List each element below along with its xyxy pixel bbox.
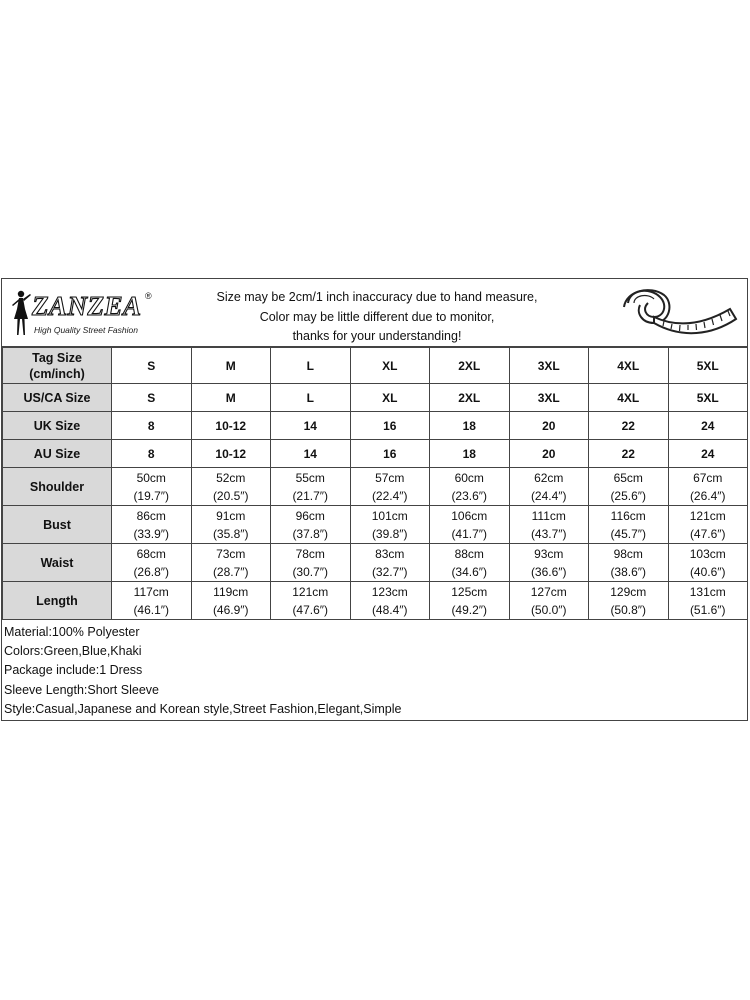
cm-value: 98cm xyxy=(613,546,643,561)
cm-value: 121cm xyxy=(689,508,726,523)
cm-value: 103cm xyxy=(689,546,726,561)
size-cell: 2XL xyxy=(430,348,510,384)
inch-value: (41.7″) xyxy=(451,526,488,541)
woman-silhouette-icon xyxy=(8,289,34,337)
inch-value: (26.8″) xyxy=(133,564,170,579)
measure-cell xyxy=(350,468,430,506)
inch-value: (22.4″) xyxy=(371,488,408,503)
inch-value: (35.8″) xyxy=(212,526,249,541)
inch-value: (28.7″) xyxy=(212,564,249,579)
measure-cell xyxy=(430,468,510,506)
size-cell: 24 xyxy=(668,440,748,468)
cm-value: 131cm xyxy=(689,584,726,599)
size-cell: 5XL xyxy=(668,384,748,412)
notice-line: Size may be 2cm/1 inch inaccuracy due to hand measure, xyxy=(216,290,538,304)
size-cell: 5XL xyxy=(668,348,748,384)
us-ca-size-row xyxy=(3,384,748,412)
measure-cell xyxy=(668,506,748,544)
inch-value: (46.9″) xyxy=(212,602,249,617)
inch-value: (19.7″) xyxy=(133,488,170,503)
size-cell: 16 xyxy=(350,440,430,468)
material-line: Material:100% Polyester xyxy=(4,625,140,639)
measure-cell xyxy=(112,468,192,506)
inch-value: (37.8″) xyxy=(292,526,329,541)
size-cell: 18 xyxy=(430,440,510,468)
inch-value: (21.7″) xyxy=(292,488,329,503)
notice-line: Color may be little different due to monitor, xyxy=(259,309,495,324)
cm-value: 106cm xyxy=(451,508,488,523)
row-label: Bust xyxy=(3,506,112,544)
measure-cell xyxy=(430,506,510,544)
inch-value: (30.7″) xyxy=(292,564,329,579)
size-cell: 4XL xyxy=(589,384,669,412)
cm-value: 96cm xyxy=(295,508,325,523)
row-label: Waist xyxy=(3,544,112,582)
inch-value: (36.6″) xyxy=(530,564,567,579)
measure-cell xyxy=(589,582,669,620)
cm-value: 52cm xyxy=(216,470,246,485)
cm-value: 86cm xyxy=(136,508,166,523)
row-label: Shoulder xyxy=(3,468,112,506)
size-cell: 2XL xyxy=(430,384,510,412)
size-cell: M xyxy=(191,348,271,384)
inch-value: (39.8″) xyxy=(371,526,408,541)
au-size-row xyxy=(3,440,748,468)
brand-logo xyxy=(8,287,158,339)
cm-value: 55cm xyxy=(295,470,325,485)
measure-cell xyxy=(191,544,271,582)
size-table xyxy=(2,347,748,620)
chart-header xyxy=(2,279,747,347)
size-cell: 20 xyxy=(509,412,589,440)
inch-value: (20.5″) xyxy=(212,488,249,503)
size-cell: 22 xyxy=(589,412,669,440)
inch-value: (33.9″) xyxy=(133,526,170,541)
measure-cell xyxy=(589,506,669,544)
row-label xyxy=(3,348,112,384)
cm-value: 123cm xyxy=(371,584,408,599)
measure-cell xyxy=(271,506,351,544)
cm-value: 101cm xyxy=(371,508,408,523)
measure-cell xyxy=(589,544,669,582)
size-cell: 3XL xyxy=(509,384,589,412)
row-label: Length xyxy=(3,582,112,620)
measure-cell xyxy=(509,506,589,544)
size-cell: 10-12 xyxy=(191,440,271,468)
size-cell: 22 xyxy=(589,440,669,468)
tag-size-row xyxy=(3,348,748,384)
inch-value: (50.8″) xyxy=(610,602,647,617)
bust-row xyxy=(3,506,748,544)
cm-value: 91cm xyxy=(216,508,246,523)
size-cell: L xyxy=(271,348,351,384)
inch-value: (26.4″) xyxy=(689,488,726,503)
cm-value: 68cm xyxy=(136,546,166,561)
cm-value: 62cm xyxy=(534,470,564,485)
measure-cell xyxy=(112,506,192,544)
cm-value: 125cm xyxy=(451,584,488,599)
length-row xyxy=(3,582,748,620)
inch-value: (38.6″) xyxy=(610,564,647,579)
cm-value: 117cm xyxy=(133,584,169,599)
measure-cell xyxy=(191,582,271,620)
brand-name: ZANZEA xyxy=(32,291,142,321)
measure-cell xyxy=(191,506,271,544)
size-cell: 20 xyxy=(509,440,589,468)
inch-value: (45.7″) xyxy=(610,526,647,541)
size-cell: 4XL xyxy=(589,348,669,384)
measure-cell xyxy=(271,582,351,620)
cm-value: 121cm xyxy=(292,584,329,599)
size-cell: 8 xyxy=(112,440,192,468)
notice-line: thanks for your understanding! xyxy=(292,329,462,343)
colors-line: Colors:Green,Blue,Khaki xyxy=(4,644,142,659)
cm-value: 73cm xyxy=(216,546,246,561)
size-cell: 10-12 xyxy=(191,412,271,440)
shoulder-row xyxy=(3,468,748,506)
measure-cell xyxy=(668,544,748,582)
measure-cell xyxy=(112,582,192,620)
cm-value: 119cm xyxy=(213,584,249,599)
brand-tagline: High Quality Street Fashion xyxy=(34,325,138,335)
measure-cell xyxy=(430,582,510,620)
measure-cell xyxy=(271,544,351,582)
style-line: Style:Casual,Japanese and Korean style,Street Fashion,Elegant,Simple xyxy=(4,701,402,716)
cm-value: 93cm xyxy=(534,546,564,561)
cm-value: 50cm xyxy=(136,470,166,485)
measure-cell xyxy=(589,468,669,506)
product-details xyxy=(4,623,401,719)
size-cell: 8 xyxy=(112,412,192,440)
inch-value: (49.2″) xyxy=(451,602,488,617)
measure-cell xyxy=(509,544,589,582)
size-cell: 14 xyxy=(271,440,351,468)
measuring-tape-icon xyxy=(620,283,742,345)
measure-cell xyxy=(350,582,430,620)
size-cell: S xyxy=(112,348,192,384)
inch-value: (34.6″) xyxy=(451,564,488,579)
row-label: AU Size xyxy=(3,440,112,468)
size-chart xyxy=(1,278,748,721)
size-cell: 3XL xyxy=(509,348,589,384)
cm-value: 67cm xyxy=(693,470,723,485)
measure-cell xyxy=(191,468,271,506)
inch-value: (46.1″) xyxy=(133,602,170,617)
inch-value: (47.6″) xyxy=(292,602,329,617)
size-cell: 16 xyxy=(350,412,430,440)
uk-size-row xyxy=(3,412,748,440)
inch-value: (23.6″) xyxy=(451,488,488,503)
size-cell: 14 xyxy=(271,412,351,440)
cm-value: 57cm xyxy=(375,470,405,485)
inch-value: (48.4″) xyxy=(371,602,408,617)
tag-size-label: Tag Size xyxy=(32,350,82,365)
measurement-notice xyxy=(182,288,572,347)
inch-value: (50.0″) xyxy=(530,602,567,617)
measure-cell xyxy=(509,582,589,620)
size-cell: 24 xyxy=(668,412,748,440)
size-cell: XL xyxy=(350,348,430,384)
inch-value: (40.6″) xyxy=(689,564,726,579)
cm-value: 116cm xyxy=(610,508,646,523)
inch-value: (51.6″) xyxy=(689,602,726,617)
size-cell: 18 xyxy=(430,412,510,440)
measure-cell xyxy=(271,468,351,506)
measure-cell xyxy=(112,544,192,582)
waist-row xyxy=(3,544,748,582)
package-line: Package include:1 Dress xyxy=(4,663,143,678)
inch-value: (32.7″) xyxy=(371,564,408,579)
cm-value: 83cm xyxy=(375,546,405,561)
tag-size-unit: (cm/inch) xyxy=(29,366,85,381)
measure-cell xyxy=(509,468,589,506)
size-cell: S xyxy=(112,384,192,412)
measure-cell xyxy=(668,582,748,620)
size-cell: L xyxy=(271,384,351,412)
measure-cell xyxy=(668,468,748,506)
row-label: US/CA Size xyxy=(3,384,112,412)
sleeve-line: Sleeve Length:Short Sleeve xyxy=(4,682,159,697)
row-label: UK Size xyxy=(3,412,112,440)
size-cell: XL xyxy=(350,384,430,412)
measure-cell xyxy=(430,544,510,582)
cm-value: 111cm xyxy=(531,508,566,523)
cm-value: 129cm xyxy=(610,584,647,599)
inch-value: (24.4″) xyxy=(530,488,567,503)
measure-cell xyxy=(350,506,430,544)
cm-value: 127cm xyxy=(530,584,567,599)
cm-value: 88cm xyxy=(454,546,484,561)
cm-value: 60cm xyxy=(454,470,484,485)
cm-value: 78cm xyxy=(295,546,325,561)
inch-value: (43.7″) xyxy=(530,526,567,541)
cm-value: 65cm xyxy=(613,470,643,485)
measure-cell xyxy=(350,544,430,582)
inch-value: (47.6″) xyxy=(689,526,726,541)
size-cell: M xyxy=(191,384,271,412)
registered-mark: ® xyxy=(145,291,152,301)
inch-value: (25.6″) xyxy=(610,488,647,503)
